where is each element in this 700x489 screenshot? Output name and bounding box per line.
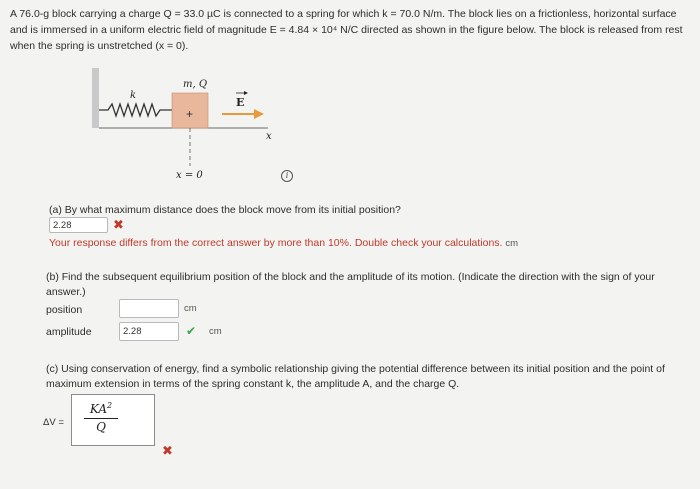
position-unit: cm xyxy=(184,303,197,314)
delta-v-label: ΔV = xyxy=(43,417,64,428)
part-c-incorrect-icon: ✖ xyxy=(162,444,173,459)
position-input[interactable] xyxy=(119,299,179,318)
part-a-incorrect-icon: ✖ xyxy=(113,218,124,233)
problem-statement: A 76.0-g block carrying a charge Q = 33.0 µC is connected to a spring for which k = 70.0 N/m. The block lies on a frictionless, horizontal surface and is immersed in a uniform electric field of magnitude E = 4.84 × 10⁴ N/C directed as shown in the figure below. The block is released from rest when the spring is unstretched (x = 0). xyxy=(10,8,683,52)
part-a-unit: cm xyxy=(505,238,519,249)
origin-label: x = 0 xyxy=(176,170,203,181)
fraction-denominator: Q xyxy=(96,420,106,434)
spring-block-figure xyxy=(0,0,700,200)
part-a-feedback-text: Your response differs from the correct answer by more than 10%. Double check your calculations. xyxy=(49,237,503,249)
field-label: E xyxy=(236,96,245,109)
position-label: position xyxy=(46,304,83,316)
spring xyxy=(99,104,172,116)
part-a-feedback xyxy=(49,237,518,249)
answer-fraction xyxy=(84,401,118,434)
amplitude-label: amplitude xyxy=(46,326,92,338)
part-a-question: (a) By what maximum distance does the block move from its initial position? xyxy=(49,204,401,216)
amplitude-input[interactable]: 2.28 xyxy=(119,322,179,341)
part-a-answer-input[interactable]: 2.28 xyxy=(49,217,108,233)
spring-label: k xyxy=(130,90,137,101)
info-icon[interactable]: i xyxy=(281,170,293,182)
amplitude-unit: cm xyxy=(209,326,222,337)
block-label: m, Q xyxy=(183,79,208,90)
field-arrowhead xyxy=(254,109,264,119)
part-c-question: (c) Using conservation of energy, find a symbolic relationship giving the potential difference between its initial position and the point of maximum extension in terms of the spring constant k, the amplitude A, and the charge Q. xyxy=(46,363,665,390)
fraction-numerator: $KA^2$ xyxy=(89,401,113,416)
block-charge: + xyxy=(186,107,194,121)
wall xyxy=(92,68,99,128)
part-b-question: (b) Find the subsequent equilibrium position of the block and the amplitude of its motion. (Indicate the direction with the sign of your answer.) xyxy=(46,271,655,298)
axis-label: x xyxy=(266,131,272,142)
part-c-answer-input[interactable] xyxy=(71,394,155,446)
amplitude-correct-icon: ✔ xyxy=(186,324,197,338)
